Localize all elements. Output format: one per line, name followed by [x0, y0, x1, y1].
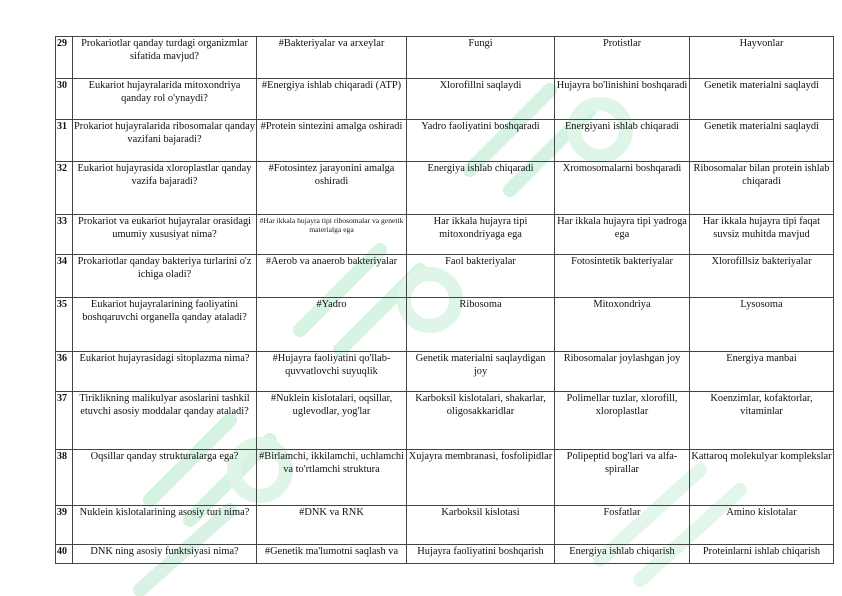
answer-option: Koenzimlar, kofaktorlar, vitaminlar — [690, 392, 834, 450]
question-text: Prokariot va eukariot hujayralar orasidagi umumiy xususiyat nima? — [73, 215, 257, 255]
answer-option: Genetik materialni saqlaydigan joy — [407, 352, 555, 392]
question-number: 38 — [56, 450, 73, 506]
answer-option: Har ikkala hujayra tipi yadroga ega — [555, 215, 690, 255]
question-text: Eukariot hujayralarining faoliyatini boshqaruvchi organella qanday ataladi? — [73, 298, 257, 352]
correct-answer: #DNK va RNK — [257, 506, 407, 545]
answer-option: Ribosomalar joylashgan joy — [555, 352, 690, 392]
correct-answer: #Yadro — [257, 298, 407, 352]
table-row — [56, 352, 834, 392]
correct-answer: #Protein sintezini amalga oshiradi — [257, 120, 407, 162]
correct-answer: #Hujayra faoliyatini qo'llab-quvvatlovchi suyuqlik — [257, 352, 407, 392]
question-text: Nuklein kislotalarining asosiy turi nima? — [73, 506, 257, 545]
answer-option: Xromosomalarni boshqaradi — [555, 162, 690, 215]
table-row — [56, 545, 834, 564]
question-number: 31 — [56, 120, 73, 162]
question-number: 29 — [56, 37, 73, 79]
table-row — [56, 506, 834, 545]
answer-option: Protistlar — [555, 37, 690, 79]
answer-option: Lysosoma — [690, 298, 834, 352]
answer-option: Faol bakteriyalar — [407, 255, 555, 298]
question-text: Eukariot hujayrasidagi sitoplazma nima? — [73, 352, 257, 392]
answer-option: Polimellar tuzlar, xlorofill, xloroplastlar — [555, 392, 690, 450]
answer-option: Amino kislotalar — [690, 506, 834, 545]
question-text: Eukariot hujayrasida xloroplastlar qanday vazifa bajaradi? — [73, 162, 257, 215]
correct-answer: #Aerob va anaerob bakteriyalar — [257, 255, 407, 298]
table-row — [56, 255, 834, 298]
question-number: 37 — [56, 392, 73, 450]
table-row — [56, 79, 834, 120]
answer-option: Karboksil kislotasi — [407, 506, 555, 545]
answer-option: Fungi — [407, 37, 555, 79]
question-text: Oqsillar qanday strukturalarga ega? — [73, 450, 257, 506]
answer-option: Hujayra bo'linishini boshqaradi — [555, 79, 690, 120]
question-text: Prokariotlar qanday bakteriya turlarini o'z ichiga oladi? — [73, 255, 257, 298]
correct-answer: #Energiya ishlab chiqaradi (ATP) — [257, 79, 407, 120]
answer-option: Har ikkala hujayra tipi mitoxondriyaga ega — [407, 215, 555, 255]
answer-option: Energiya ishlab chiqarish — [555, 545, 690, 564]
question-number: 30 — [56, 79, 73, 120]
correct-answer: #Har ikkala hujayra tipi ribosomalar va genetik materialga ega — [257, 215, 407, 255]
answer-option: Energiyani ishlab chiqaradi — [555, 120, 690, 162]
answer-option: Genetik materialni saqlaydi — [690, 120, 834, 162]
answer-option: Hayvonlar — [690, 37, 834, 79]
answer-option: Energiya manbai — [690, 352, 834, 392]
question-number: 36 — [56, 352, 73, 392]
question-number: 34 — [56, 255, 73, 298]
answer-option: Ribosomalar bilan protein ishlab chiqaradi — [690, 162, 834, 215]
answer-option: Xlorofillni saqlaydi — [407, 79, 555, 120]
correct-answer: #Fotosintez jarayonini amalga oshiradi — [257, 162, 407, 215]
question-number: 33 — [56, 215, 73, 255]
question-number: 35 — [56, 298, 73, 352]
question-text: DNK ning asosiy funktsiyasi nima? — [73, 545, 257, 564]
table-row — [56, 392, 834, 450]
correct-answer: #Nuklein kislotalari, oqsillar, uglevodlar, yog'lar — [257, 392, 407, 450]
answer-option: Yadro faoliyatini boshqaradi — [407, 120, 555, 162]
correct-answer: #Birlamchi, ikkilamchi, uchlamchi va to'rtlamchi struktura — [257, 450, 407, 506]
table-row — [56, 298, 834, 352]
answer-option: Har ikkala hujayra tipi faqat suvsiz muhitda mavjud — [690, 215, 834, 255]
answer-option: Energiya ishlab chiqaradi — [407, 162, 555, 215]
question-number: 40 — [56, 545, 73, 564]
answer-option: Ribosoma — [407, 298, 555, 352]
answer-option: Xlorofillsiz bakteriyalar — [690, 255, 834, 298]
answer-option: Xujayra membranasi, fosfolipidlar — [407, 450, 555, 506]
correct-answer: #Genetik ma'lumotni saqlash va — [257, 545, 407, 564]
answer-option: Karboksil kislotalari, shakarlar, oligosakkaridlar — [407, 392, 555, 450]
question-text: Prokariotlar qanday turdagi organizmlar sifatida mavjud? — [73, 37, 257, 79]
table-row — [56, 120, 834, 162]
answer-option: Fosfatlar — [555, 506, 690, 545]
answer-option: Fotosintetik bakteriyalar — [555, 255, 690, 298]
answer-option: Genetik materialni saqlaydi — [690, 79, 834, 120]
question-number: 39 — [56, 506, 73, 545]
answer-option: Kattaroq molekulyar komplekslar — [690, 450, 834, 506]
answer-option: Hujayra faoliyatini boshqarish — [407, 545, 555, 564]
question-text: Eukariot hujayralarida mitoxondriya qanday rol o'ynaydi? — [73, 79, 257, 120]
correct-answer: #Bakteriyalar va arxeylar — [257, 37, 407, 79]
question-text: Tiriklikning malikulyar asoslarini tashkil etuvchi asosiy moddalar qanday ataladi? — [73, 392, 257, 450]
question-number: 32 — [56, 162, 73, 215]
table-row — [56, 162, 834, 215]
question-text: Prokariot hujayralarida ribosomalar qanday vazifani bajaradi? — [73, 120, 257, 162]
quiz-table — [55, 36, 834, 564]
table-row — [56, 215, 834, 255]
answer-option: Proteinlarni ishlab chiqarish — [690, 545, 834, 564]
answer-option: Polipeptid bog'lari va alfa-spirallar — [555, 450, 690, 506]
table-row — [56, 450, 834, 506]
answer-option: Mitoxondriya — [555, 298, 690, 352]
table-row — [56, 37, 834, 79]
